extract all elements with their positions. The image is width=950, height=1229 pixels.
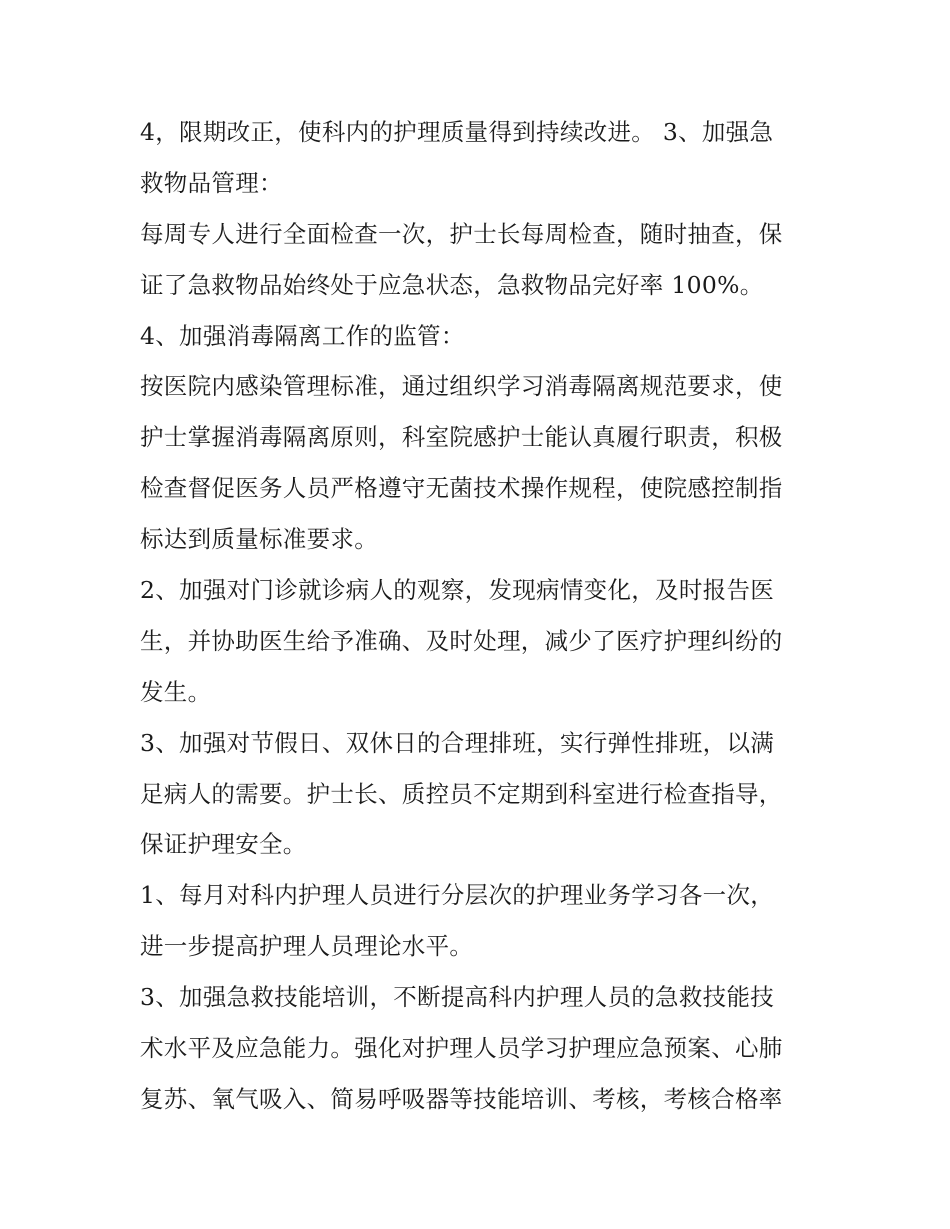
- text-line: 按医院内感染管理标准，通过组织学习消毒隔离规范要求，使: [140, 372, 783, 401]
- text-line: 4，限期改正，使科内的护理质量得到持续改进。 3、加强急: [140, 118, 774, 146]
- text-line: 2、加强对门诊就诊病人的观察，发现病情变化，及时报告医: [140, 576, 775, 605]
- text-line: 护士掌握消毒隔离原则，科室院感护士能认真履行职责，积极: [140, 423, 783, 452]
- text-line: 证了急救物品始终处于应急状态，急救物品完好率 100%。: [140, 270, 764, 299]
- text-line: 1、每月对科内护理人员进行分层次的护理业务学习各一次，: [140, 881, 775, 910]
- text-line: 复苏、氧气吸入、简易呼吸器等技能培训、考核，考核合格率: [140, 1084, 783, 1113]
- text-line: 3、加强急救技能培训，不断提高科内护理人员的急救技能技: [140, 983, 775, 1012]
- text-line: 4、加强消毒隔离工作的监管：: [140, 321, 465, 350]
- text-line: 保证护理安全。: [140, 830, 307, 859]
- text-line: 术水平及应急能力。强化对护理人员学习护理应急预案、心肺: [140, 1034, 783, 1063]
- text-line: 足病人的需要。护士长、质控员不定期到科室进行检查指导，: [140, 779, 783, 808]
- text-line: 进一步提高护理人员理论水平。: [140, 932, 474, 961]
- text-line: 标达到质量标准要求。: [140, 525, 378, 554]
- text-line: 检查督促医务人员严格遵守无菌技术操作规程，使院感控制指: [140, 474, 783, 503]
- text-line: 每周专人进行全面检查一次，护士长每周检查，随时抽查，保: [140, 219, 783, 248]
- text-line: 3、加强对节假日、双休日的合理排班，实行弹性排班，以满: [140, 728, 775, 757]
- text-line: 发生。: [140, 677, 212, 706]
- text-line: 救物品管理：: [140, 168, 283, 197]
- document-body: [140, 107, 820, 1125]
- text-line: 生，并协助医生给予准确、及时处理，减少了医疗护理纠纷的: [140, 626, 783, 655]
